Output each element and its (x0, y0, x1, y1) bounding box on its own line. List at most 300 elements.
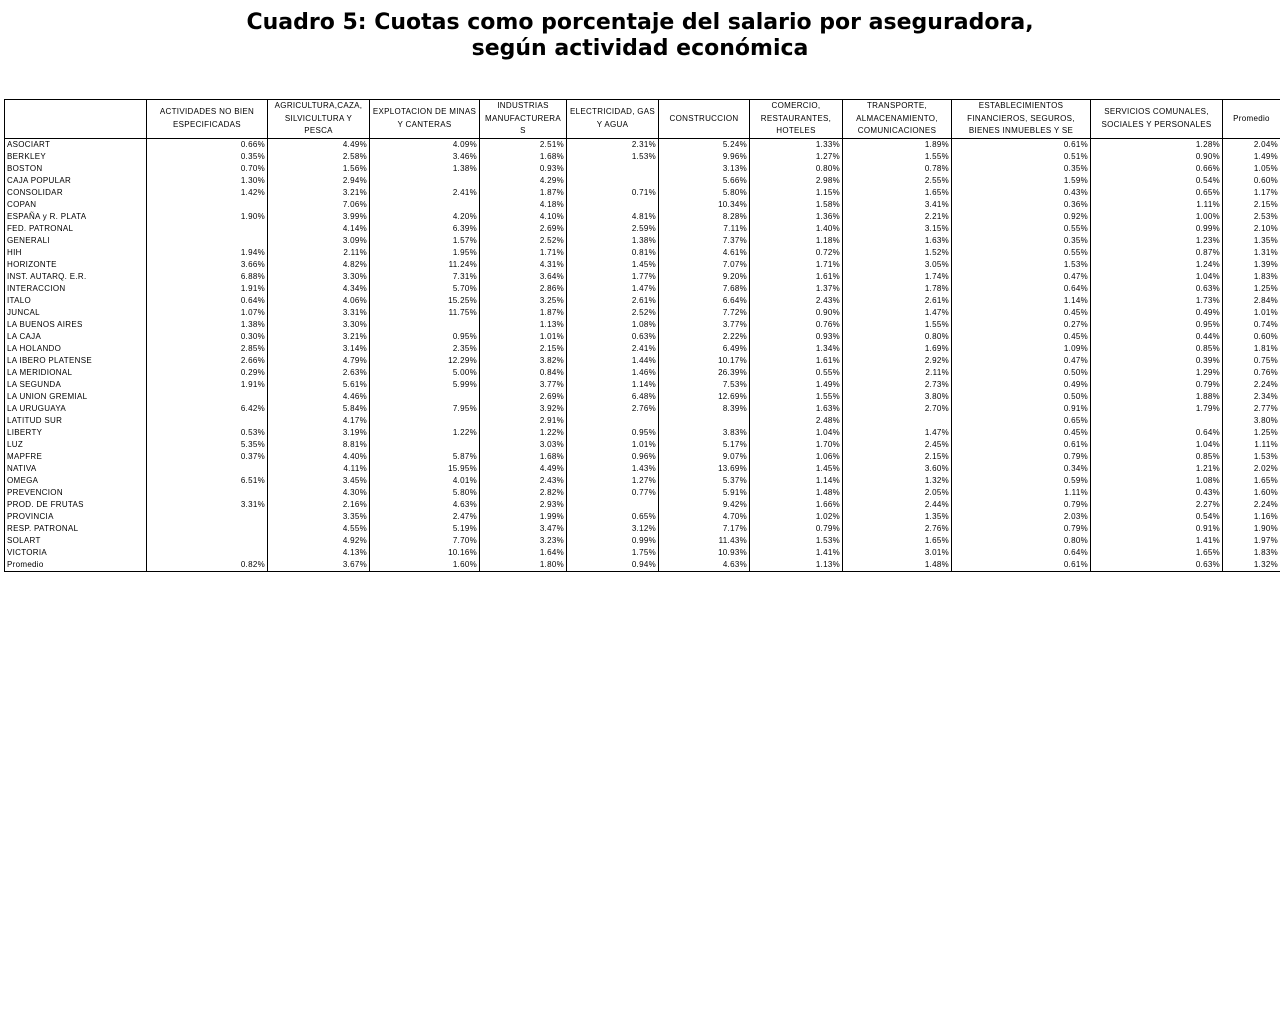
percentage-cell: 1.58% (750, 199, 843, 211)
percentage-cell: 3.14% (268, 343, 370, 355)
percentage-cell: 0.47% (952, 355, 1091, 367)
percentage-cell: 1.27% (567, 475, 659, 487)
percentage-cell: 4.63% (659, 559, 750, 572)
title-line-1: Cuadro 5: Cuotas como porcentaje del salario por aseguradora, (246, 10, 1034, 35)
percentage-cell: 1.39% (1223, 259, 1280, 271)
percentage-cell: 7.68% (659, 283, 750, 295)
table-row (5, 187, 1280, 199)
percentage-cell: 10.93% (659, 547, 750, 559)
percentage-cell: 1.36% (750, 211, 843, 223)
percentage-cell: 0.54% (1091, 175, 1223, 187)
insurer-name-cell: HIH (5, 247, 147, 259)
percentage-cell: 0.43% (952, 187, 1091, 199)
insurer-name-cell: ASOCIART (5, 138, 147, 151)
percentage-cell: 4.17% (268, 415, 370, 427)
percentage-cell: 1.15% (750, 187, 843, 199)
percentage-cell: 0.80% (750, 163, 843, 175)
column-header: AGRICULTURA,CAZA, SILVICULTURA Y PESCA (268, 100, 370, 139)
percentage-cell: 3.64% (480, 271, 567, 283)
percentage-cell (370, 175, 480, 187)
percentage-cell: 1.38% (370, 163, 480, 175)
percentage-cell: 0.36% (952, 199, 1091, 211)
percentage-cell: 2.77% (1223, 403, 1280, 415)
percentage-cell: 1.40% (750, 223, 843, 235)
percentage-cell: 2.61% (843, 295, 952, 307)
insurer-name-cell: INST. AUTARQ. E.R. (5, 271, 147, 283)
percentage-cell: 3.67% (268, 559, 370, 572)
percentage-cell: 1.53% (952, 259, 1091, 271)
table-row (5, 451, 1280, 463)
percentage-cell: 7.07% (659, 259, 750, 271)
percentage-cell: 2.47% (370, 511, 480, 523)
percentage-cell: 2.05% (843, 487, 952, 499)
insurer-name-cell: ITALO (5, 295, 147, 307)
table-row (5, 499, 1280, 511)
percentage-cell: 2.52% (480, 235, 567, 247)
percentage-cell: 1.57% (370, 235, 480, 247)
percentage-cell: 1.55% (843, 151, 952, 163)
percentage-cell: 0.79% (1091, 379, 1223, 391)
percentage-cell (370, 199, 480, 211)
percentage-cell: 1.06% (750, 451, 843, 463)
percentage-cell: 0.64% (952, 283, 1091, 295)
percentage-cell: 0.55% (952, 247, 1091, 259)
insurer-name-cell: PROD. DE FRUTAS (5, 499, 147, 511)
percentage-cell: 0.63% (1091, 559, 1223, 572)
percentage-cell: 8.39% (659, 403, 750, 415)
percentage-cell: 5.66% (659, 175, 750, 187)
percentage-cell: 1.65% (843, 535, 952, 547)
insurer-name-cell: LA BUENOS AIRES (5, 319, 147, 331)
percentage-cell: 0.61% (952, 138, 1091, 151)
percentage-cell: 2.63% (268, 367, 370, 379)
percentage-cell: 1.69% (843, 343, 952, 355)
percentage-cell: 2.92% (843, 355, 952, 367)
percentage-cell: 2.11% (268, 247, 370, 259)
column-header: INDUSTRIAS MANUFACTURERA S (480, 100, 567, 139)
percentage-cell: 0.63% (567, 331, 659, 343)
column-header: Promedio (1223, 100, 1280, 139)
percentage-cell: 4.09% (370, 138, 480, 151)
percentage-cell: 2.22% (659, 331, 750, 343)
insurer-name-cell: LA SEGUNDA (5, 379, 147, 391)
percentage-cell: 1.31% (1223, 247, 1280, 259)
percentage-cell: 1.91% (147, 379, 268, 391)
percentage-cell: 1.90% (1223, 523, 1280, 535)
table-row (5, 391, 1280, 403)
insurer-name-cell: LUZ (5, 439, 147, 451)
percentage-cell: 1.25% (1223, 427, 1280, 439)
percentage-cell: 7.37% (659, 235, 750, 247)
percentage-cell: 0.93% (750, 331, 843, 343)
column-header: ACTIVIDADES NO BIEN ESPECIFICADAS (147, 100, 268, 139)
percentage-cell: 1.01% (480, 331, 567, 343)
percentage-cell: 1.83% (1223, 271, 1280, 283)
percentage-cell: 0.53% (147, 427, 268, 439)
percentage-cell: 0.45% (952, 307, 1091, 319)
percentage-cell: 1.66% (750, 499, 843, 511)
page-title (0, 10, 1280, 62)
percentage-cell: 8.81% (268, 439, 370, 451)
percentage-cell: 0.34% (952, 463, 1091, 475)
percentage-cell: 1.77% (567, 271, 659, 283)
percentage-cell: 1.68% (480, 151, 567, 163)
insurer-name-cell: VICTORIA (5, 547, 147, 559)
column-header: ESTABLECIMIENTOS FINANCIEROS, SEGUROS, BIENES INMUEBLES Y SE (952, 100, 1091, 139)
percentage-cell: 3.01% (843, 547, 952, 559)
percentage-cell: 1.56% (268, 163, 370, 175)
percentage-cell: 1.64% (480, 547, 567, 559)
percentage-cell (567, 499, 659, 511)
percentage-cell: 1.08% (1091, 475, 1223, 487)
percentage-cell: 2.59% (567, 223, 659, 235)
percentage-cell: 1.35% (1223, 235, 1280, 247)
percentage-cell: 4.01% (370, 475, 480, 487)
column-header: COMERCIO, RESTAURANTES, HOTELES (750, 100, 843, 139)
table-row (5, 343, 1280, 355)
percentage-cell: 1.80% (480, 559, 567, 572)
percentage-cell: 1.59% (952, 175, 1091, 187)
percentage-cell: 6.39% (370, 223, 480, 235)
percentage-cell: 1.18% (750, 235, 843, 247)
percentage-cell: 1.11% (1091, 199, 1223, 211)
column-header: ELECTRICIDAD, GAS Y AGUA (567, 100, 659, 139)
percentage-cell: 1.24% (1091, 259, 1223, 271)
percentage-cell: 3.31% (268, 307, 370, 319)
percentage-cell: 2.94% (268, 175, 370, 187)
percentage-cell (147, 223, 268, 235)
percentage-cell: 12.29% (370, 355, 480, 367)
percentage-cell: 9.42% (659, 499, 750, 511)
percentage-cell: 1.14% (567, 379, 659, 391)
percentage-cell: 7.31% (370, 271, 480, 283)
percentage-cell: 1.83% (1223, 547, 1280, 559)
percentage-cell: 1.90% (147, 211, 268, 223)
percentage-cell: 6.42% (147, 403, 268, 415)
percentage-cell: 0.90% (750, 307, 843, 319)
percentage-cell: 1.89% (843, 138, 952, 151)
percentage-cell: 3.83% (659, 427, 750, 439)
insurer-name-cell: NATIVA (5, 463, 147, 475)
percentage-cell: 0.91% (952, 403, 1091, 415)
percentage-cell: 1.14% (750, 475, 843, 487)
percentage-cell: 2.10% (1223, 223, 1280, 235)
percentage-cell (370, 415, 480, 427)
percentage-cell: 0.66% (1091, 163, 1223, 175)
insurer-name-cell: BOSTON (5, 163, 147, 175)
table-row (5, 439, 1280, 451)
percentage-cell: 2.44% (843, 499, 952, 511)
percentage-cell: 2.48% (750, 415, 843, 427)
table-row (5, 523, 1280, 535)
percentage-cell: 4.55% (268, 523, 370, 535)
percentage-cell: 1.48% (750, 487, 843, 499)
percentage-cell (147, 523, 268, 535)
percentage-cell: 0.81% (567, 247, 659, 259)
percentage-cell: 13.69% (659, 463, 750, 475)
percentage-cell: 3.82% (480, 355, 567, 367)
table-row (5, 259, 1280, 271)
insurer-name-cell: COPAN (5, 199, 147, 211)
percentage-cell (147, 199, 268, 211)
percentage-cell: 5.37% (659, 475, 750, 487)
percentage-cell (147, 235, 268, 247)
percentage-cell: 4.79% (268, 355, 370, 367)
percentage-cell: 0.72% (750, 247, 843, 259)
percentage-cell: 9.07% (659, 451, 750, 463)
percentage-cell: 5.19% (370, 523, 480, 535)
insurer-name-cell: RESP. PATRONAL (5, 523, 147, 535)
percentage-cell: 0.61% (952, 439, 1091, 451)
percentage-cell: 0.60% (1223, 175, 1280, 187)
percentage-cell: 4.18% (480, 199, 567, 211)
percentage-cell: 0.54% (1091, 511, 1223, 523)
table-row (5, 331, 1280, 343)
percentage-cell: 4.34% (268, 283, 370, 295)
percentage-cell (147, 391, 268, 403)
percentage-cell: 4.82% (268, 259, 370, 271)
percentage-cell: 0.80% (843, 331, 952, 343)
table-row (5, 535, 1280, 547)
percentage-cell: 1.14% (952, 295, 1091, 307)
insurer-name-cell: BERKLEY (5, 151, 147, 163)
percentage-cell: 4.06% (268, 295, 370, 307)
percentage-cell (567, 175, 659, 187)
percentage-cell: 0.44% (1091, 331, 1223, 343)
percentage-cell: 0.47% (952, 271, 1091, 283)
insurer-name-cell: LA CAJA (5, 331, 147, 343)
percentage-cell: 1.46% (567, 367, 659, 379)
percentage-cell: 0.39% (1091, 355, 1223, 367)
percentage-cell: 5.00% (370, 367, 480, 379)
table-row (5, 559, 1280, 572)
percentage-cell: 1.63% (750, 403, 843, 415)
table-row (5, 199, 1280, 211)
percentage-cell: 1.11% (952, 487, 1091, 499)
percentage-cell: 3.80% (1223, 415, 1280, 427)
percentage-cell: 3.23% (480, 535, 567, 547)
percentage-cell: 2.82% (480, 487, 567, 499)
percentage-cell: 0.64% (1091, 427, 1223, 439)
percentage-cell: 4.63% (370, 499, 480, 511)
insurer-name-cell: PREVENCION (5, 487, 147, 499)
percentage-cell: 1.45% (567, 259, 659, 271)
percentage-cell: 0.35% (147, 151, 268, 163)
percentage-cell: 0.70% (147, 163, 268, 175)
table-row (5, 175, 1280, 187)
percentage-cell: 4.61% (659, 247, 750, 259)
percentage-cell: 0.79% (952, 451, 1091, 463)
percentage-cell: 1.53% (567, 151, 659, 163)
insurer-name-cell: INTERACCION (5, 283, 147, 295)
percentage-cell: 9.96% (659, 151, 750, 163)
percentage-cell: 1.09% (952, 343, 1091, 355)
percentage-cell: 0.43% (1091, 487, 1223, 499)
insurer-name-cell: OMEGA (5, 475, 147, 487)
percentage-cell: 0.79% (750, 523, 843, 535)
percentage-cell: 2.24% (1223, 379, 1280, 391)
insurer-name-cell: Promedio (5, 559, 147, 572)
percentage-cell (567, 415, 659, 427)
insurer-name-cell: LIBERTY (5, 427, 147, 439)
percentage-cell: 1.73% (1091, 295, 1223, 307)
percentage-cell: 1.78% (843, 283, 952, 295)
percentage-cell: 4.14% (268, 223, 370, 235)
insurer-name-cell: CONSOLIDAR (5, 187, 147, 199)
percentage-cell: 1.01% (1223, 307, 1280, 319)
percentage-cell: 1.52% (843, 247, 952, 259)
table-row (5, 235, 1280, 247)
percentage-cell: 7.11% (659, 223, 750, 235)
percentage-cell: 1.68% (480, 451, 567, 463)
percentage-cell: 0.65% (952, 415, 1091, 427)
table-row (5, 415, 1280, 427)
percentage-cell: 0.50% (952, 391, 1091, 403)
table-row (5, 355, 1280, 367)
percentage-cell: 2.41% (370, 187, 480, 199)
percentage-cell (147, 511, 268, 523)
percentage-cell: 1.74% (843, 271, 952, 283)
insurer-name-cell: PROVINCIA (5, 511, 147, 523)
table-row (5, 295, 1280, 307)
percentage-cell: 7.72% (659, 307, 750, 319)
percentage-cell: 0.30% (147, 331, 268, 343)
percentage-cell: 2.43% (480, 475, 567, 487)
percentage-cell: 3.80% (843, 391, 952, 403)
percentage-cell: 1.47% (843, 307, 952, 319)
percentage-cell (659, 415, 750, 427)
percentage-cell: 2.27% (1091, 499, 1223, 511)
percentage-cell: 0.94% (567, 559, 659, 572)
percentage-cell: 2.52% (567, 307, 659, 319)
percentage-cell: 0.50% (952, 367, 1091, 379)
percentage-cell: 7.53% (659, 379, 750, 391)
percentage-cell (147, 463, 268, 475)
percentage-cell: 1.43% (567, 463, 659, 475)
percentage-cell: 3.77% (659, 319, 750, 331)
table-header (5, 100, 1280, 139)
percentage-cell: 4.10% (480, 211, 567, 223)
percentage-cell: 0.92% (952, 211, 1091, 223)
percentage-cell: 1.99% (480, 511, 567, 523)
percentage-cell: 1.41% (750, 547, 843, 559)
percentage-cell: 2.73% (843, 379, 952, 391)
percentage-cell: 1.08% (567, 319, 659, 331)
percentage-cell: 1.61% (750, 271, 843, 283)
percentage-cell: 5.80% (370, 487, 480, 499)
percentage-cell: 1.29% (1091, 367, 1223, 379)
percentage-cell: 6.51% (147, 475, 268, 487)
percentage-cell: 2.69% (480, 391, 567, 403)
percentage-cell: 1.60% (1223, 487, 1280, 499)
percentage-cell: 1.35% (843, 511, 952, 523)
table-row (5, 547, 1280, 559)
percentage-cell: 1.21% (1091, 463, 1223, 475)
percentage-cell: 1.44% (567, 355, 659, 367)
percentage-cell: 2.03% (952, 511, 1091, 523)
table-row (5, 163, 1280, 175)
percentage-cell: 1.00% (1091, 211, 1223, 223)
percentage-cell: 2.16% (268, 499, 370, 511)
percentage-cell: 1.13% (480, 319, 567, 331)
percentage-cell: 1.47% (843, 427, 952, 439)
percentage-cell: 2.66% (147, 355, 268, 367)
percentage-cell: 0.91% (1091, 523, 1223, 535)
quotas-table (4, 99, 1280, 572)
percentage-cell: 1.22% (480, 427, 567, 439)
percentage-cell: 0.49% (952, 379, 1091, 391)
percentage-cell: 1.87% (480, 307, 567, 319)
insurer-name-cell: LATITUD SUR (5, 415, 147, 427)
percentage-cell: 7.17% (659, 523, 750, 535)
percentage-cell: 0.77% (567, 487, 659, 499)
column-header: CONSTRUCCION (659, 100, 750, 139)
percentage-cell: 0.66% (147, 138, 268, 151)
percentage-cell: 7.95% (370, 403, 480, 415)
percentage-cell: 10.16% (370, 547, 480, 559)
percentage-cell: 0.99% (1091, 223, 1223, 235)
percentage-cell: 1.53% (1223, 451, 1280, 463)
table-row (5, 223, 1280, 235)
percentage-cell: 1.42% (147, 187, 268, 199)
percentage-cell: 0.65% (567, 511, 659, 523)
percentage-cell: 1.11% (1223, 439, 1280, 451)
percentage-cell: 3.25% (480, 295, 567, 307)
percentage-cell: 0.96% (567, 451, 659, 463)
percentage-cell: 7.06% (268, 199, 370, 211)
percentage-cell: 0.80% (952, 535, 1091, 547)
percentage-cell: 1.04% (750, 427, 843, 439)
table-row (5, 211, 1280, 223)
percentage-cell: 2.93% (480, 499, 567, 511)
percentage-cell: 0.49% (1091, 307, 1223, 319)
percentage-cell: 2.70% (843, 403, 952, 415)
percentage-cell: 3.03% (480, 439, 567, 451)
percentage-cell: 1.79% (1091, 403, 1223, 415)
percentage-cell: 3.13% (659, 163, 750, 175)
percentage-cell: 2.02% (1223, 463, 1280, 475)
percentage-cell: 3.41% (843, 199, 952, 211)
percentage-cell: 11.43% (659, 535, 750, 547)
percentage-cell: 1.05% (1223, 163, 1280, 175)
percentage-cell: 3.30% (268, 319, 370, 331)
percentage-cell: 2.11% (843, 367, 952, 379)
percentage-cell: 1.37% (750, 283, 843, 295)
table-row (5, 138, 1280, 151)
percentage-cell (147, 547, 268, 559)
percentage-cell: 4.13% (268, 547, 370, 559)
percentage-cell: 1.32% (843, 475, 952, 487)
percentage-cell: 2.76% (567, 403, 659, 415)
percentage-cell: 6.49% (659, 343, 750, 355)
percentage-cell: 0.51% (952, 151, 1091, 163)
percentage-cell: 3.21% (268, 331, 370, 343)
percentage-cell: 0.93% (480, 163, 567, 175)
percentage-cell: 3.30% (268, 271, 370, 283)
percentage-cell: 1.81% (1223, 343, 1280, 355)
percentage-cell: 3.45% (268, 475, 370, 487)
percentage-cell: 4.31% (480, 259, 567, 271)
percentage-cell: 3.77% (480, 379, 567, 391)
percentage-cell: 2.91% (480, 415, 567, 427)
table-row (5, 511, 1280, 523)
percentage-cell: 5.17% (659, 439, 750, 451)
percentage-cell: 3.99% (268, 211, 370, 223)
percentage-cell: 0.45% (952, 331, 1091, 343)
percentage-cell: 0.29% (147, 367, 268, 379)
percentage-cell: 1.01% (567, 439, 659, 451)
table-row (5, 403, 1280, 415)
